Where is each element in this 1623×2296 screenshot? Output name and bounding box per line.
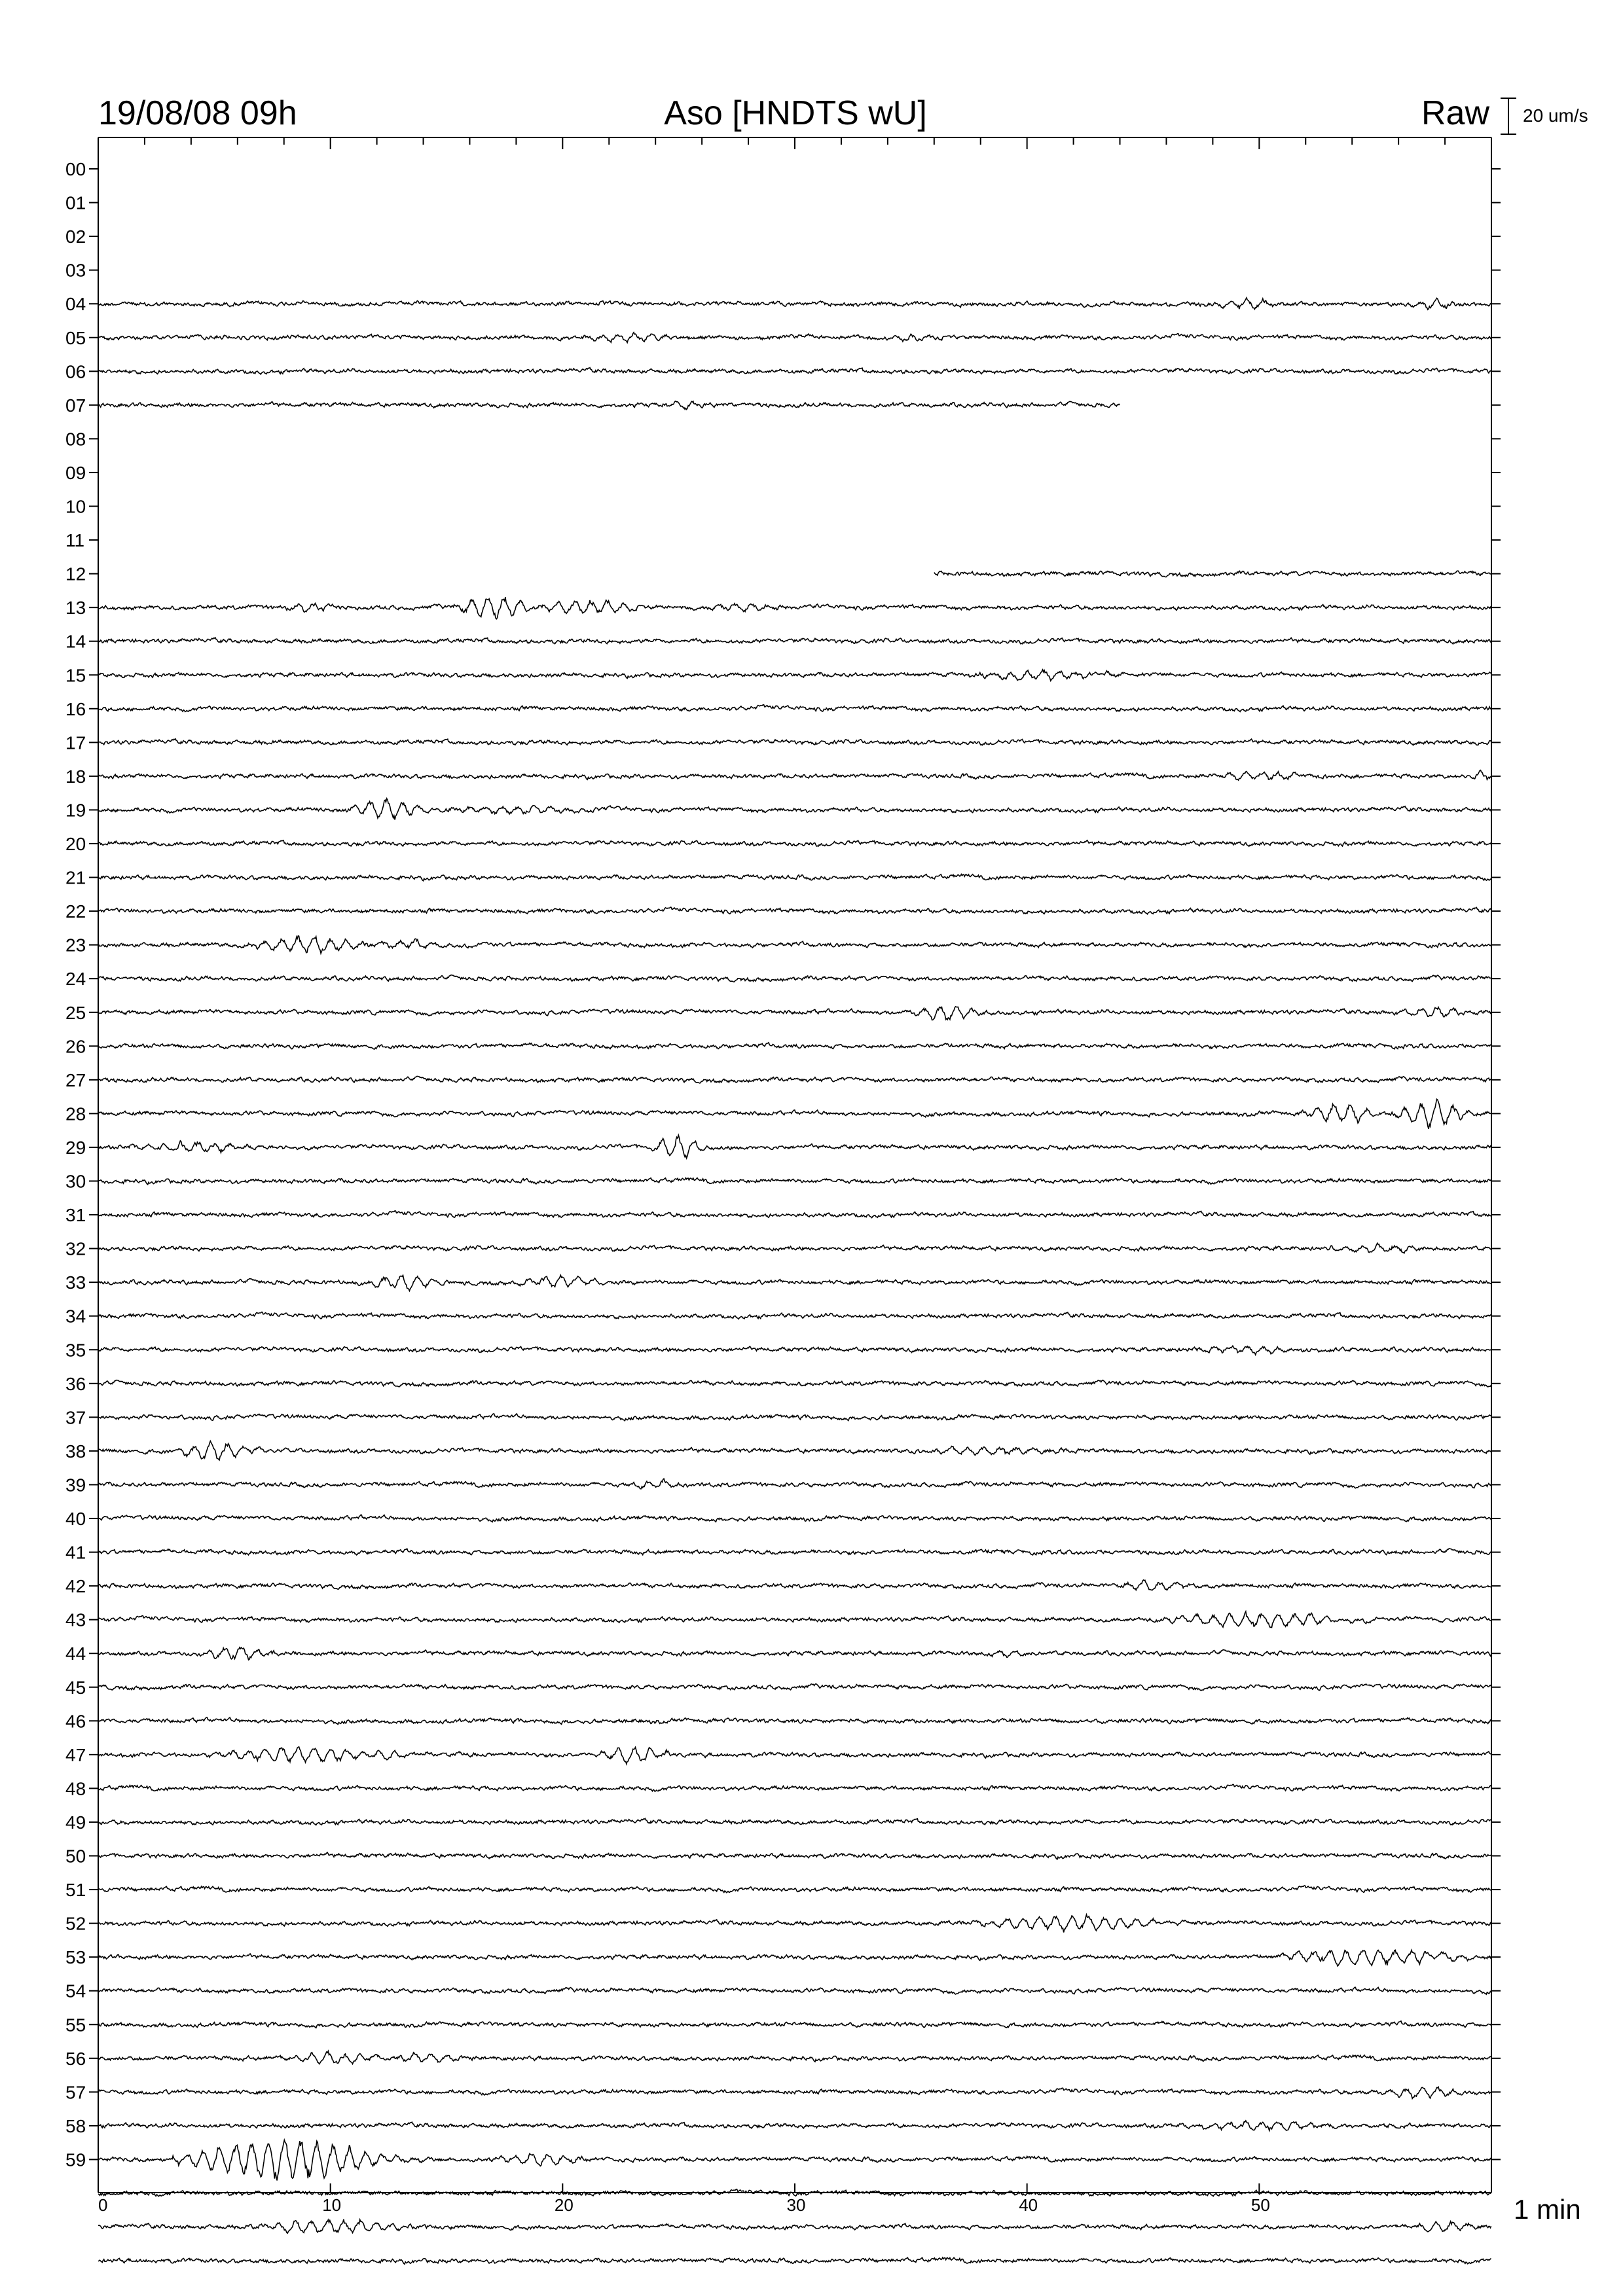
trace-row-6 [98,368,1491,374]
trace-row-31 [98,1211,1491,1218]
trace-row-42 [98,1580,1491,1590]
trace-row-19 [98,798,1491,820]
trace-row-36 [98,1380,1491,1387]
trace-row-56 [98,2051,1491,2064]
row-label: 15 [65,665,86,686]
row-label: 53 [65,1947,86,1968]
row-label: 41 [65,1542,86,1563]
row-label: 25 [65,1002,86,1023]
row-label: 24 [65,969,86,990]
trace-row-35 [98,1346,1491,1355]
row-label: 55 [65,2015,86,2036]
row-label: 38 [65,1441,86,1462]
trace-row-4 [98,298,1491,310]
trace-row-12 [934,571,1491,577]
row-label: 07 [65,395,86,416]
x-axis-label: 1 min [1514,2194,1581,2225]
row-label: 12 [65,564,86,584]
row-label: 05 [65,327,86,348]
trace-row-14 [98,637,1491,644]
trace-row-40 [98,1515,1491,1522]
trace-row-59 [98,2140,1491,2181]
trace-row-61 [98,2219,1491,2233]
scale-label: 20 um/s [1523,105,1588,126]
trace-row-44 [98,1647,1491,1660]
trace-row-5 [98,332,1491,343]
row-labels [65,159,1501,2170]
x-tick-label: 0 [98,2195,108,2215]
plot-frame [98,137,1491,2193]
row-label: 28 [65,1103,86,1124]
trace-row-38 [98,1441,1491,1460]
row-label: 22 [65,901,86,922]
row-label: 34 [65,1306,86,1327]
trace-row-55 [98,2021,1491,2028]
trace-row-34 [98,1312,1491,1319]
trace-row-21 [98,874,1491,881]
row-label: 58 [65,2115,86,2136]
trace-row-45 [98,1684,1491,1691]
trace-row-39 [98,1479,1491,1489]
row-label: 06 [65,361,86,382]
row-label: 30 [65,1171,86,1192]
row-label: 43 [65,1609,86,1630]
row-label: 20 [65,834,86,854]
trace-row-20 [98,840,1491,846]
trace-row-23 [98,936,1491,954]
row-label: 13 [65,598,86,619]
trace-row-37 [98,1414,1491,1421]
row-label: 39 [65,1475,86,1496]
row-label: 04 [65,294,86,315]
trace-row-41 [98,1549,1491,1555]
row-label: 16 [65,698,86,719]
row-label: 09 [65,462,86,483]
row-label: 17 [65,732,86,753]
trace-row-26 [98,1043,1491,1049]
trace-row-50 [98,1852,1491,1859]
trace-row-18 [98,770,1491,780]
row-label: 56 [65,2048,86,2069]
row-label: 57 [65,2082,86,2103]
row-label: 11 [65,530,85,551]
seismic-traces [98,298,1491,2265]
row-label: 52 [65,1913,86,1934]
trace-row-58 [98,2121,1491,2130]
row-label: 42 [65,1576,86,1597]
row-label: 35 [65,1340,86,1361]
row-label: 48 [65,1778,86,1799]
row-label: 27 [65,1069,86,1090]
trace-row-32 [98,1243,1491,1253]
trace-row-27 [98,1076,1491,1083]
row-label: 14 [65,631,86,652]
row-label: 31 [65,1205,86,1226]
trace-row-17 [98,739,1491,745]
trace-row-53 [98,1950,1491,1966]
row-label: 46 [65,1711,86,1732]
trace-row-15 [98,670,1491,681]
trace-row-48 [98,1784,1491,1791]
row-label: 29 [65,1137,86,1158]
trace-row-16 [98,705,1491,712]
trace-row-51 [98,1886,1491,1893]
trace-row-29 [98,1135,1491,1158]
trace-row-54 [98,1987,1491,1994]
trace-row-46 [98,1717,1491,1725]
row-label: 40 [65,1509,86,1529]
row-label: 37 [65,1407,86,1428]
row-label: 00 [65,159,86,179]
trace-row-47 [98,1747,1491,1764]
trace-row-7 [98,401,1120,410]
header-datetime: 19/08/08 09h [98,94,297,132]
trace-row-28 [98,1099,1491,1129]
row-label: 10 [65,496,86,517]
row-label: 18 [65,766,86,787]
row-label: 45 [65,1677,86,1698]
x-tick-label: 30 [786,2195,806,2215]
trace-row-24 [98,975,1491,982]
row-label: 03 [65,260,86,281]
x-tick-label: 10 [322,2195,342,2215]
trace-row-43 [98,1611,1491,1627]
trace-row-52 [98,1914,1491,1932]
row-label: 33 [65,1272,86,1293]
x-tick-label: 40 [1019,2195,1038,2215]
row-label: 49 [65,1812,86,1833]
row-label: 26 [65,1036,86,1057]
row-label: 32 [65,1238,86,1259]
x-tick-label: 20 [554,2195,574,2215]
trace-row-57 [98,2087,1491,2099]
row-label: 54 [65,1981,86,2001]
row-label: 19 [65,800,86,821]
trace-row-22 [98,907,1491,914]
row-label: 44 [65,1643,86,1664]
row-label: 02 [65,226,86,247]
x-tick-label: 50 [1250,2195,1270,2215]
trace-row-30 [98,1178,1491,1185]
row-label: 51 [65,1880,86,1901]
row-label: 08 [65,429,86,450]
x-axis-ticks [98,2183,1270,2215]
row-label: 47 [65,1744,86,1765]
trace-row-62 [98,2257,1491,2264]
row-label: 01 [65,192,86,213]
row-label: 23 [65,935,86,956]
row-label: 36 [65,1373,86,1394]
row-label: 50 [65,1846,86,1867]
header-mode: Raw [1421,94,1489,132]
trace-row-33 [98,1275,1491,1291]
trace-row-25 [98,1007,1491,1020]
row-label: 59 [65,2149,86,2170]
trace-row-13 [98,597,1491,619]
trace-row-49 [98,1818,1491,1825]
row-label: 21 [65,867,86,888]
chart-title: Aso [HNDTS wU] [664,94,927,132]
